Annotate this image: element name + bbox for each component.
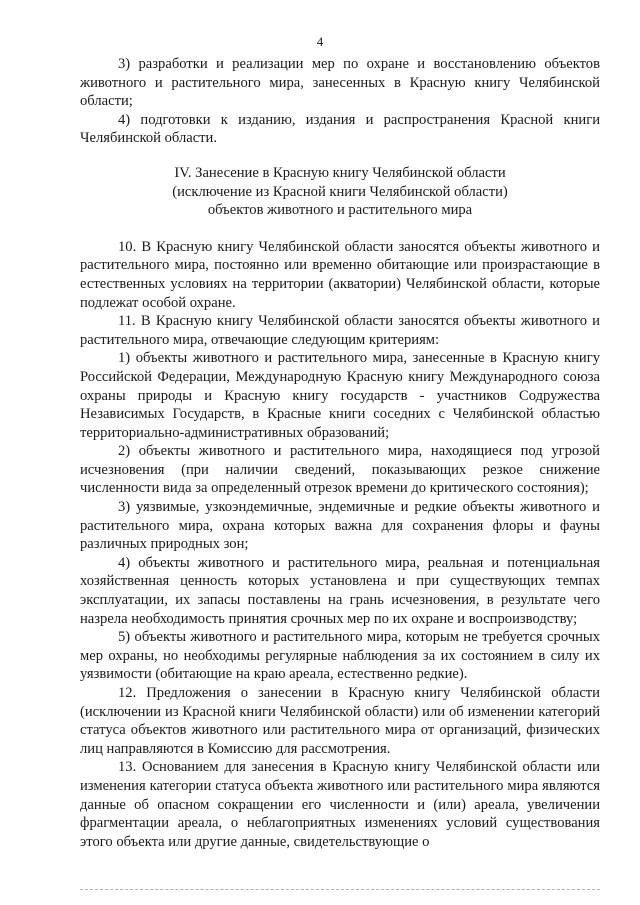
criterion-5: 5) объекты животного и растительного мира, которым не требуется срочных мер охраны, но необходимы регулярные наблюдения за их состоянием в силу их уязвимости (обитающие на краю ареала, естественно редкие).	[80, 629, 600, 683]
criterion-3: 3) уязвимые, узкоэндемичные, эндемичные и редкие объекты животного и растительного мира, охрана которых важна для сохранения флоры и фауны различных природных зон;	[80, 499, 600, 553]
criterion-1: 1) объекты животного и растительного мира, занесенные в Красную книгу Российской Федерации, Международную Красную книгу Международного союза охраны природы и Красную книгу государств - участников Содружества Независимых Государств, в Красные книги соседних с Челябинской областью территориально-административных образований;	[80, 350, 600, 441]
page-number: 4	[316, 34, 324, 49]
section-heading-line: IV. Занесение в Красную книгу Челябинской области	[174, 164, 506, 181]
page-bottom-divider	[80, 889, 600, 890]
section-heading-line: (исключение из Красной книги Челябинской области)	[172, 183, 508, 200]
paragraph-13: 13. Основанием для занесения в Красную книгу Челябинской области или изменения категории статуса объекта животного или растительного мира являются данные об опасном сокращении его численности и (или) ареала, увеличении фрагментации ареала, о неблагоприятных изменениях условий существования этого объекта или другие данные, свидетельствующие о	[80, 759, 600, 850]
paragraph-item-4: 4) подготовки к изданию, издания и распространения Красной книги Челябинской области.	[80, 111, 600, 147]
criterion-2: 2) объекты животного и растительного мира, находящиеся под угрозой исчезновения (при наличии сведений, показывающих резкое снижение численности вида за определенный отрезок времени до критического состояния);	[80, 443, 600, 497]
section-heading-line: объектов животного и растительного мира	[207, 202, 473, 219]
section-heading	[80, 164, 600, 220]
paragraph-item-3: 3) разработки и реализации мер по охране и восстановлению объектов животного и растительного мира, занесенных в Красную книгу Челябинской области;	[80, 56, 600, 110]
paragraph-11: 11. В Красную книгу Челябинской области заносятся объекты животного и растительного мира, отвечающие следующим критериям:	[80, 313, 600, 348]
paragraph-12: 12. Предложения о занесении в Красную книгу Челябинской области (исключении из Красной книги Челябинской области) или об изменении категорий статуса объектов животного или растительного мира от организаций, физических лиц направляются в Комиссию для рассмотрения.	[80, 685, 600, 757]
document-body	[80, 55, 600, 851]
paragraph-10: 10. В Красную книгу Челябинской области заносятся объекты животного и растительного мира, постоянно или временно обитающие или произрастающие в естественных условиях на территории (акватории) Челябинской области, которые подлежат особой охране.	[80, 238, 600, 311]
criterion-4: 4) объекты животного и растительного мира, реальная и потенциальная хозяйственная ценность которых установлена и при существующих темпах эксплуатации, их запасы поставлены на грань исчезновения, в результате чего назрела необходимость принятия срочных мер по их охране и воспроизводству;	[80, 554, 600, 627]
